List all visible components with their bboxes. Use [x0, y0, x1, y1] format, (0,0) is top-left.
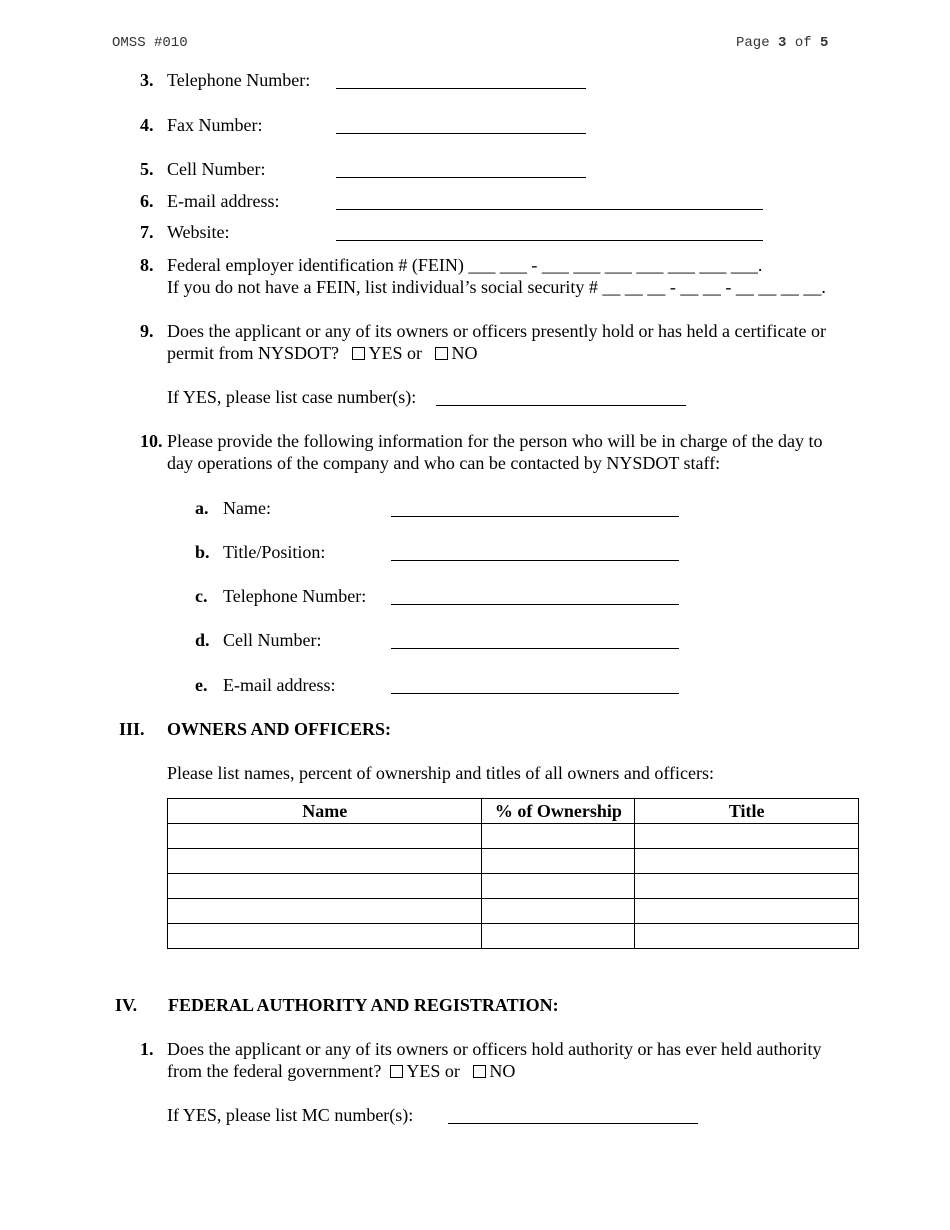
- name-cell[interactable]: [168, 824, 482, 849]
- item-7-number: 7.: [140, 222, 154, 242]
- section-4-roman: IV.: [115, 995, 138, 1015]
- contact-name-field[interactable]: [391, 500, 679, 517]
- title-cell[interactable]: [635, 924, 859, 949]
- federal-yes-checkbox[interactable]: [390, 1065, 403, 1078]
- sub-a-letter: a.: [195, 498, 209, 518]
- nysdot-no-label: NO: [451, 343, 478, 363]
- contact-title-label: Title/Position:: [223, 542, 326, 562]
- fein-line[interactable]: Federal employer identification # (FEIN) ___ ___ - ___ ___ ___ ___ ___ ___ ___.: [167, 255, 763, 275]
- contact-intro-line1: Please provide the following information for the person who will be in charge of the day to: [167, 431, 823, 451]
- item-9-number: 9.: [140, 321, 154, 341]
- fax-label: Fax Number:: [167, 115, 263, 135]
- federal-no-label: NO: [489, 1061, 516, 1081]
- form-id: OMSS #010: [112, 35, 188, 51]
- sub-d-letter: d.: [195, 630, 210, 650]
- mc-number-field[interactable]: [448, 1107, 698, 1124]
- nysdot-no-checkbox[interactable]: [435, 347, 448, 360]
- owners-table: [167, 798, 859, 949]
- item-4-number: 4.: [140, 115, 154, 135]
- federal-q1-number: 1.: [140, 1039, 154, 1059]
- title-cell[interactable]: [635, 899, 859, 924]
- page-indicator: [736, 32, 828, 54]
- sub-b-letter: b.: [195, 542, 210, 562]
- ownership-cell[interactable]: [482, 874, 635, 899]
- page-current: 3: [778, 35, 787, 51]
- table-row: [168, 924, 859, 949]
- owners-intro: Please list names, percent of ownership and titles of all owners and officers:: [167, 763, 715, 783]
- cell-field[interactable]: [336, 161, 586, 178]
- nysdot-question-text: permit from NYSDOT?: [167, 343, 339, 363]
- item-6-number: 6.: [140, 191, 154, 211]
- contact-cell-label: Cell Number:: [223, 630, 322, 650]
- item-3-number: 3.: [140, 70, 154, 90]
- col-name-header: Name: [168, 799, 482, 824]
- ownership-cell[interactable]: [482, 899, 635, 924]
- title-cell[interactable]: [635, 849, 859, 874]
- website-field[interactable]: [336, 224, 763, 241]
- email-field[interactable]: [336, 193, 763, 210]
- section-3-title: OWNERS AND OFFICERS:: [167, 719, 392, 739]
- item-5-number: 5.: [140, 159, 154, 179]
- nysdot-question-line1: Does the applicant or any of its owners or officers presently hold or has held a certificate or: [167, 321, 826, 341]
- page-of: of: [794, 35, 812, 51]
- ownership-cell[interactable]: [482, 824, 635, 849]
- telephone-field[interactable]: [336, 72, 586, 89]
- nysdot-question-line2: [167, 342, 477, 364]
- section-3-roman: III.: [119, 719, 145, 739]
- ownership-cell[interactable]: [482, 924, 635, 949]
- page-word: Page: [736, 35, 770, 51]
- table-row: [168, 824, 859, 849]
- mc-number-label: If YES, please list MC number(s):: [167, 1105, 414, 1125]
- federal-question-line1: Does the applicant or any of its owners or officers hold authority or has ever held authority: [167, 1039, 822, 1059]
- title-cell[interactable]: [635, 874, 859, 899]
- fax-field[interactable]: [336, 117, 586, 134]
- col-ownership-header: % of Ownership: [482, 799, 635, 824]
- federal-no-checkbox[interactable]: [473, 1065, 486, 1078]
- contact-cell-field[interactable]: [391, 632, 679, 649]
- table-row: [168, 849, 859, 874]
- cell-label: Cell Number:: [167, 159, 266, 179]
- page-total: 5: [820, 35, 829, 51]
- ssn-line[interactable]: If you do not have a FEIN, list individual’s social security # __ __ __ - __ __ - __ __ __ __.: [167, 277, 826, 297]
- title-cell[interactable]: [635, 824, 859, 849]
- item-10-number: 10.: [140, 431, 163, 451]
- name-cell[interactable]: [168, 874, 482, 899]
- federal-question-line2: [167, 1060, 515, 1082]
- table-row: [168, 899, 859, 924]
- owners-header-row: [168, 799, 859, 824]
- website-label: Website:: [167, 222, 230, 242]
- contact-email-label: E-mail address:: [223, 675, 336, 695]
- contact-name-label: Name:: [223, 498, 271, 518]
- name-cell[interactable]: [168, 899, 482, 924]
- item-8-number: 8.: [140, 255, 154, 275]
- nysdot-yes-checkbox[interactable]: [352, 347, 365, 360]
- ownership-cell[interactable]: [482, 849, 635, 874]
- contact-telephone-label: Telephone Number:: [223, 586, 367, 606]
- contact-title-field[interactable]: [391, 544, 679, 561]
- sub-c-letter: c.: [195, 586, 208, 606]
- contact-intro-line2: day operations of the company and who can be contacted by NYSDOT staff:: [167, 453, 721, 473]
- telephone-label: Telephone Number:: [167, 70, 311, 90]
- name-cell[interactable]: [168, 849, 482, 874]
- table-row: [168, 874, 859, 899]
- case-number-field[interactable]: [436, 389, 686, 406]
- sub-e-letter: e.: [195, 675, 208, 695]
- nysdot-yes-label: YES or: [368, 343, 422, 363]
- email-label: E-mail address:: [167, 191, 280, 211]
- section-4-title: FEDERAL AUTHORITY AND REGISTRATION:: [168, 995, 559, 1015]
- contact-telephone-field[interactable]: [391, 588, 679, 605]
- name-cell[interactable]: [168, 924, 482, 949]
- col-title-header: Title: [635, 799, 859, 824]
- federal-yes-label: YES or: [406, 1061, 460, 1081]
- case-number-label: If YES, please list case number(s):: [167, 387, 417, 407]
- contact-email-field[interactable]: [391, 677, 679, 694]
- federal-question-text: from the federal government?: [167, 1061, 382, 1081]
